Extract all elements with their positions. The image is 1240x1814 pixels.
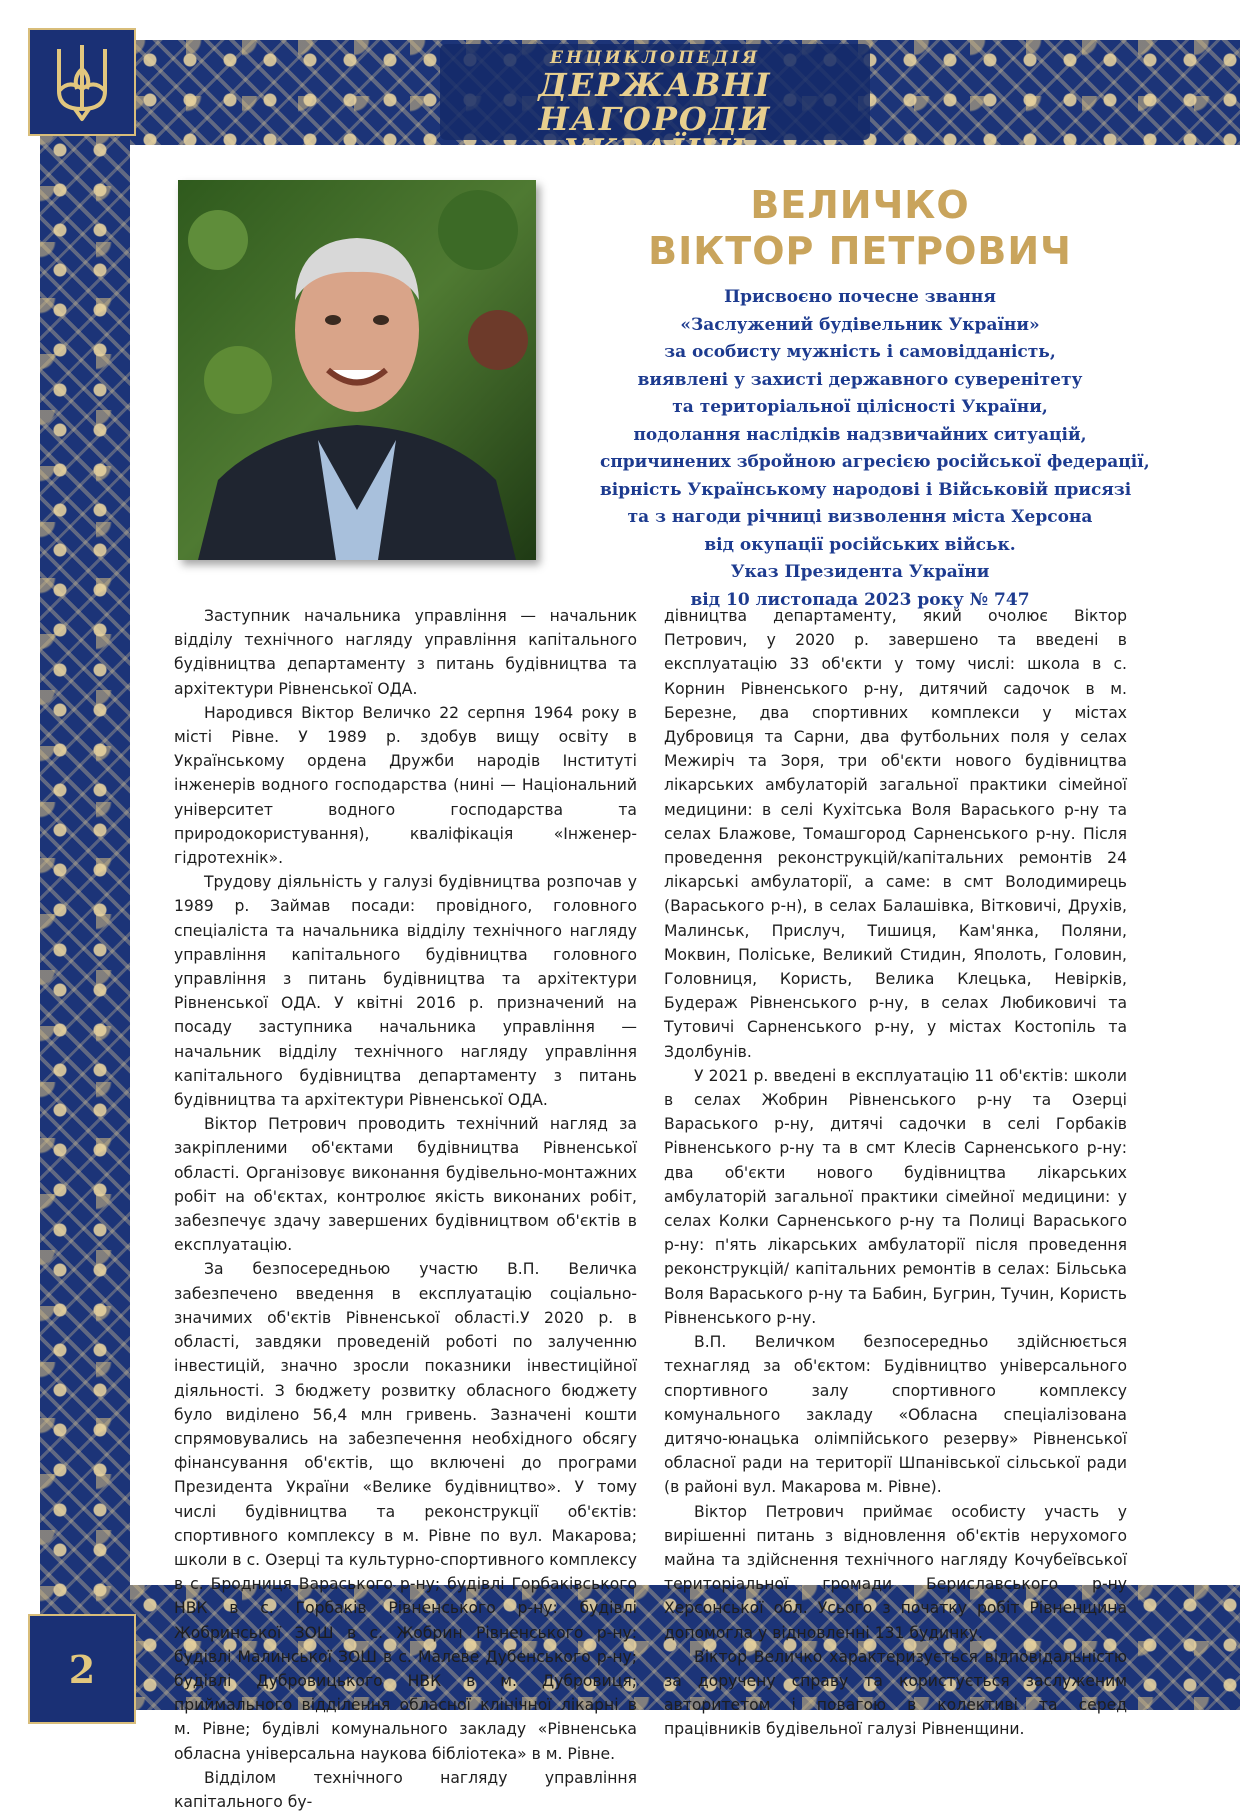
paragraph: Віктор Петрович приймає особисту участь у вирішенні питань з відновлення об'єктів нерухомого майна та здійснення технічного нагляду Кочубеївської територіальної громади Бериславського р-ну Херсонської обл. Усього з початку робіт Рівненщина допомогла у відновленні 131 будинку. <box>664 1502 1127 1642</box>
award-line: та територіальної цілісності України, <box>672 397 1048 417</box>
left-text-column <box>174 604 637 1814</box>
person-name: ВІКТОР ПЕТРОВИЧ <box>648 229 1072 273</box>
encyclopedia-label: ЕНЦИКЛОПЕДІЯ <box>550 48 760 68</box>
paragraph: У 2021 р. введені в експлуатацію 11 об'єктів: школи в селах Жобрин Рівненського р-ну та Озерці Вараського р-ну, дитячі садочки в селі Горбаків Рівненського р-ну та в смт Клесів Сарненського р-ну: два об'єкти нового будівництва лікарських амбулаторій загальної практики сімейної медицини: у селах Колки Сарненського р-ну та Полиці Вараського р-ну: п'ять лікарських амбулаторії після проведення реконструкцій/ капітальних ремонтів в селах: Більська Воля Вараського р-ну та Бабин, Бугрин, Тучин, Користь Рівненського р-ну. <box>664 1066 1127 1327</box>
award-line: та з нагоди річниці визволення міста Херсона <box>627 507 1093 527</box>
paragraph: В.П. Величком безпосередньо здійснюється технагляд за об'єктом: Будівництво універсального спортивного залу спортивного комплексу комунального закладу «Обласна спеціалізована дитячо-юнацька олімпійського резерву» Рівненської обласної ради на території Шпанівської сільської ради (в районі вул. Макарова м. Рівне). <box>664 1333 1127 1497</box>
award-line: Присвоєно почесне звання <box>724 287 996 307</box>
award-line: виявлені у захисті державного суверенітету <box>637 369 1083 390</box>
award-line: спричинених збройною агресією російської федерації, <box>600 452 1150 472</box>
paragraph: дівництва департаменту, який очолює Віктор Петрович, у 2020 р. завершено та введені в експлуатацію 33 об'єкти у тому числі: школа в с. Корнин Рівненського р-ну, дитячий садочок в м. Березне, два спортивних комплекси у містах Дубровиця та Сарни, два футбольних поля у селах Межиріч та Зоря, три об'єкти нового будівництва лікарських амбулаторій загальної практики сімейної медицини: в селі Кухітська Воля Вараського р-ну та селах Блажове, Томашгород Сарненського р-ну. Після проведення реконструкцій/капітальних ремонтів 24 лікарські амбулаторії, а саме: в смт Володимирець (Вараського р-н), в селах Балашівка, Вітковичі, Друхів, Малинськ, Прислуч, Тишиця, Кам'янка, Поляни, Моквин, Поліське, Великий Стидин, Яполоть, Головин, Головниця, Користь, Велика Клецька, Невірків, Будераж Рівненського р-ну, в селах Любиковичі та Тутовичі Сарненського р-ну, у містах Костопіль та Здолбунів. <box>664 607 1127 1061</box>
encyclopedia-header <box>440 44 870 140</box>
paragraph: Віктор Петрович проводить технічний нагляд за закріпленими об'єктами будівництва Рівненської області. Організовує виконання будівельно-монтажних робіт на об'єктах, контролює якість виконаних робіт, забезпечує здачу завершених будівництвом об'єктів в експлуатацію. <box>174 1115 637 1255</box>
award-line: за особисту мужність і самовідданість, <box>664 342 1056 362</box>
page-number: 2 <box>28 1614 136 1724</box>
award-line: вірність Українському народові і Військовій присязі <box>600 479 1132 500</box>
paragraph: Трудову діяльність у галузі будівництва розпочав у 1989 р. Займав посади: провідного, головного спеціаліста та начальника відділу технічного нагляду управління капітального будівництва головного управління з питань будівництва та архітектури Рівненської ОДА. У квітні 2016 р. призначений на посаду заступника начальника управління — начальник відділу технічного нагляду управління капітального будівництва департаменту з питань будівництва та архітектури Рівненської ОДА. <box>174 873 637 1110</box>
person-surname: ВЕЛИЧКО <box>750 183 970 227</box>
trident-emblem-icon <box>28 28 136 136</box>
paragraph: Народився Віктор Величко 22 серпня 1964 року в місті Рівне. У 1989 р. здобув вищу освіту в Українському ордена Дружби народів Інституті інженерів водного господарства (нині — Національний університет водного господарства та природокористування), кваліфікація «Інженер-гідротехнік». <box>174 703 637 868</box>
header-title-line1: ДЕРЖАВНІ НАГОРОДИ <box>538 66 772 138</box>
paragraph: Віктор Величко характеризується відповідальністю за доручену справу та користується заслуженим авторитетом і повагою в колективі та серед працівників будівельної галузі Рівненщини. <box>664 1647 1127 1739</box>
award-line: «Заслужений будівельник України» <box>680 314 1040 335</box>
paragraph: За безпосередньою участю В.П. Величка забезпечено введення в експлуатацію соціально-значимих об'єктів Рівненської області.У 2020 р. в області, завдяки проведеній роботі по залученню інвестицій, значно зросли показники інвестиційної діяльності. З бюджету розвитку обласного бюджету було виділено 56,4 млн гривень. Зазначені кошти спрямовувались на забезпечення необхідного обсягу фінансування об'єктів, що включені до програми Президента України «Велике будівництво». У тому числі будівництва та реконструкції об'єктів: спортивного комплексу в м. Рівне по вул. Макарова; школи в с. Озерці та культурно-спортивного комплексу в с. Бродниця Вараського р-ну; будівлі Горбаківського НВК в с. Горбаків Рівненського р-ну: будівлі Жобринської ЗОШ в с. Жобрин Рівненського р-ну: будівлі Малинської ЗОШ в с. Малеве Дубенського р-ну; будівлі Дубровицького НВК в м. Дубровиця; приймального відділення обласної клінічної лікарні в м. Рівне; будівлі комунального закладу «Рівненська обласна універсальна наукова бібліотека» в м. Рівне. <box>174 1260 637 1763</box>
right-text-column <box>664 604 1127 1742</box>
award-line: Указ Президента України <box>730 562 990 582</box>
person-title-block <box>600 182 1150 614</box>
award-description <box>600 284 1150 614</box>
portrait-photo <box>178 180 536 560</box>
ornamental-frame-left <box>40 130 130 1620</box>
paragraph: Відділом технічного нагляду управління капітального бу- <box>174 1768 637 1811</box>
award-line: подолання наслідків надзвичайних ситуацій, <box>633 424 1087 445</box>
award-line: від 10 листопада 2023 року № 747 <box>690 589 1030 610</box>
paragraph: Заступник начальника управління — начальник відділу технічного нагляду управління капітального будівництва департаменту з питань будівництва та архітектури Рівненської ОДА. <box>174 607 637 698</box>
award-line: від окупації російських військ. <box>704 534 1016 555</box>
